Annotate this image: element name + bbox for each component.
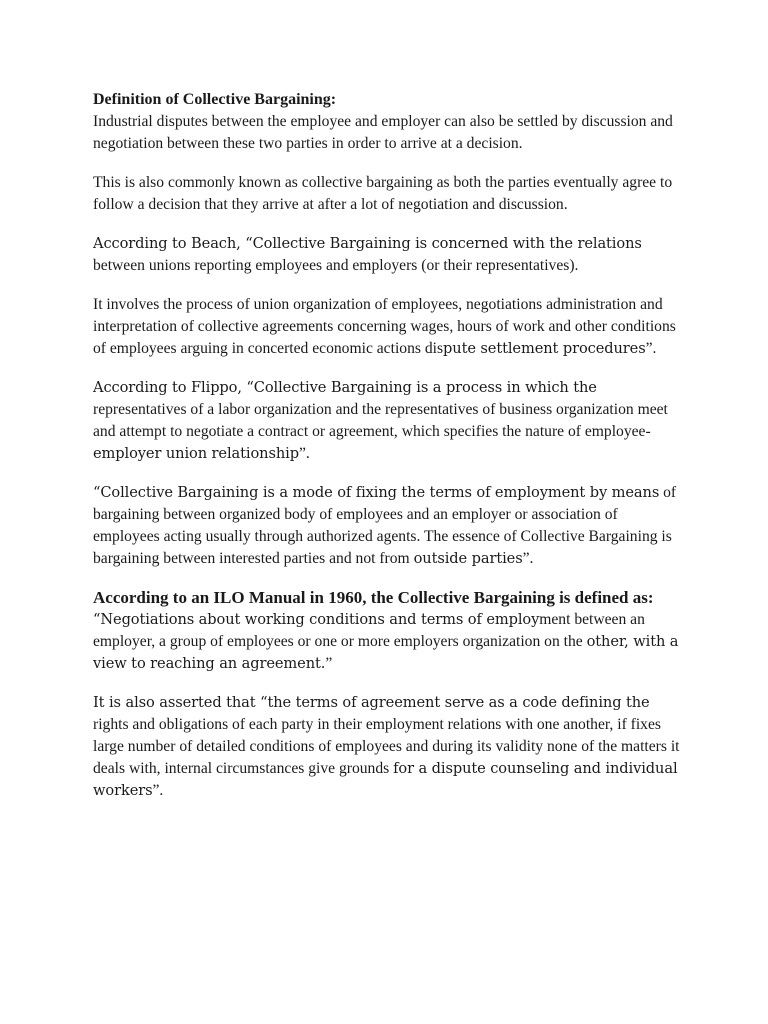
flippo-quote-lead: According to Flippo, “Collective Bargaining is a process in which the xyxy=(93,379,597,396)
mode-quote-end: ”. xyxy=(522,550,534,567)
flippo-quote-tail: employer union relationship xyxy=(93,445,299,462)
paragraph-also-asserted xyxy=(93,692,683,802)
ilo-quote-lead: “Negotiations about working conditions and terms of employ xyxy=(93,611,540,628)
flippo-quote-rest: representatives of a labor organization and the representatives of business organization meet and attempt to negotiate a contract or agreement, which specifies the nature of employee- xyxy=(93,401,668,440)
mode-quote-tail: outside parties xyxy=(413,550,523,567)
process-text: It involves the process of union organization of employees, negotiations administration and interpretation of collective agreements concerning wages, hours of work and other conditions of employees arguing in concerted economic actions dis xyxy=(93,296,676,357)
asserted-quote-tail: for a dispute counseling and individual workers xyxy=(93,760,678,799)
section-heading-definition: Definition of Collective Bargaining: xyxy=(93,91,337,108)
paragraph-industrial-disputes: Industrial disputes between the employee and employer can also be settled by discussion and negotiation between these two parties in order to arrive at a decision. xyxy=(93,113,673,152)
paragraph-beach-definition xyxy=(93,233,683,277)
ilo-quote-tail: other, with a view to reaching an agreement. xyxy=(93,633,679,672)
asserted-quote-end: ”. xyxy=(152,782,164,799)
document-page xyxy=(93,89,683,819)
beach-quote-lead: According to Beach, “Collective Bargaining is concerned with the relations xyxy=(93,235,642,252)
process-tail: pute settlement procedures xyxy=(443,340,646,357)
process-end: ”. xyxy=(645,340,657,357)
paragraph-commonly-known: This is also commonly known as collective bargaining as both the parties eventually agree to follow a decision that they arrive at after a lot of negotiation and discussion. xyxy=(93,174,673,213)
ilo-quote-end: ” xyxy=(325,655,333,672)
asserted-quote-rest: rights and obligations of each party in their employment relations with one another, if fixes large number of detailed conditions of employees and during its validity none of the matters it deals with, internal circumstances give grounds xyxy=(93,716,680,777)
asserted-quote-lead: It is also asserted that “the terms of agreement serve as a code defining the xyxy=(93,694,650,711)
flippo-quote-end: ”. xyxy=(298,445,310,462)
paragraph-process-involves xyxy=(93,294,683,360)
paragraph-mode-of-fixing xyxy=(93,482,683,570)
paragraph-flippo-definition xyxy=(93,377,683,465)
mode-quote-rest: of bargaining between organized body of employees and an employer or association of employees acting usually through authorized agents. The essence of Collective Bargaining is bargaining between interested parties and not from xyxy=(93,484,677,567)
beach-quote-rest: between unions reporting employees and employers (or their representatives). xyxy=(93,257,579,274)
ilo-quote-rest: ment between an employer, a group of employees or one or more employers organization on the xyxy=(93,611,645,650)
paragraph-ilo-definition xyxy=(93,609,683,675)
mode-quote-lead: “Collective Bargaining is a mode of fixing the terms of employment by means xyxy=(93,484,660,501)
section-heading-ilo-manual: According to an ILO Manual in 1960, the Collective Bargaining is defined as: xyxy=(93,588,654,607)
